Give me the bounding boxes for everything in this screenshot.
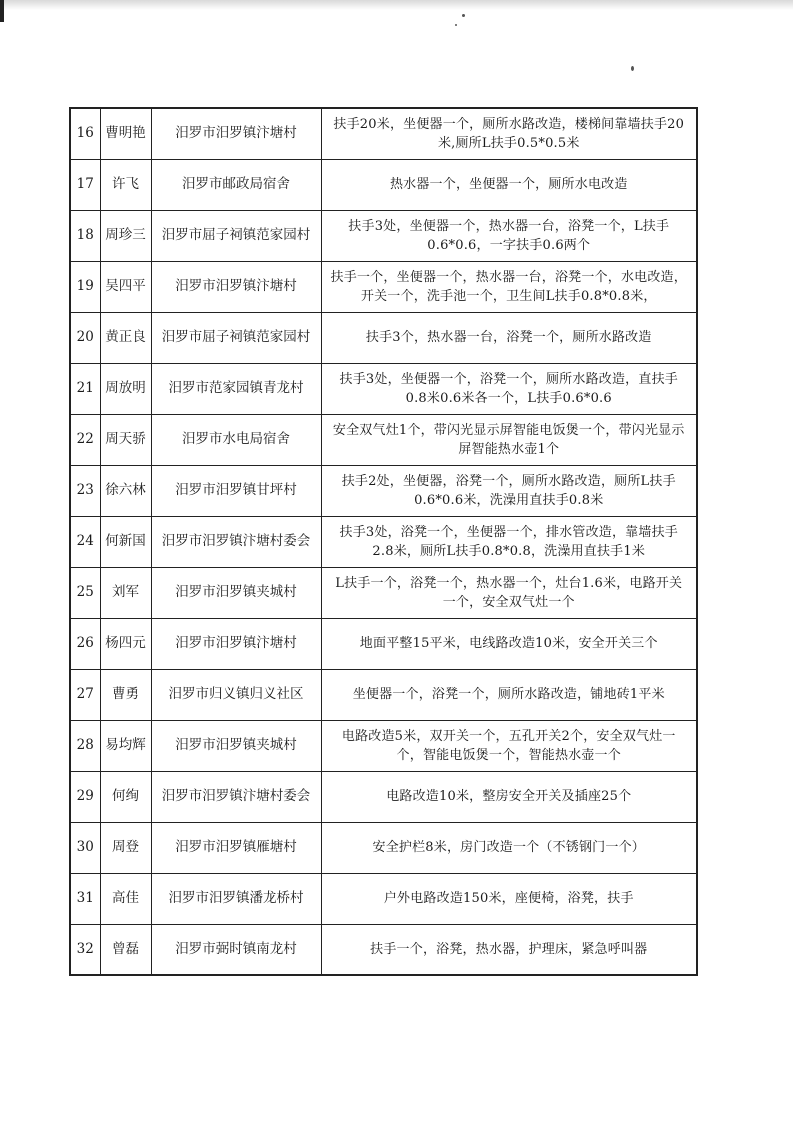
- resident-name: 黄正良: [100, 312, 151, 363]
- table-row: [70, 312, 697, 363]
- resident-name: 许飞: [100, 159, 151, 210]
- resident-name: 曹勇: [100, 669, 151, 720]
- resident-address: 汨罗市汨罗镇汴塘村: [151, 261, 321, 312]
- resident-name: 何新国: [100, 516, 151, 567]
- renovation-items: 扶手3个，热水器一台，浴凳一个，厕所水路改造: [321, 312, 697, 363]
- renovation-items: 扶手3处，坐便器一个，浴凳一个，厕所水路改造，直扶手0.8米0.6米各一个，L扶手0.6*0.6: [321, 363, 697, 414]
- resident-address: 汨罗市邮政局宿舍: [151, 159, 321, 210]
- row-number: 17: [70, 159, 100, 210]
- row-number: 29: [70, 771, 100, 822]
- row-number: 20: [70, 312, 100, 363]
- table-row: [70, 261, 697, 312]
- resident-name: 何绚: [100, 771, 151, 822]
- resident-name: 刘军: [100, 567, 151, 618]
- resident-address: 汨罗市汨罗镇汴塘村委会: [151, 516, 321, 567]
- row-number: 19: [70, 261, 100, 312]
- resident-address: 汨罗市弼时镇南龙村: [151, 924, 321, 975]
- table-row: [70, 567, 697, 618]
- row-number: 31: [70, 873, 100, 924]
- resident-name: 周放明: [100, 363, 151, 414]
- table-row: [70, 159, 697, 210]
- table-row: [70, 924, 697, 975]
- table-row: [70, 822, 697, 873]
- renovation-items: 热水器一个，坐便器一个，厕所水电改造: [321, 159, 697, 210]
- scan-corner-mark: [0, 0, 4, 22]
- row-number: 23: [70, 465, 100, 516]
- table-row: [70, 363, 697, 414]
- row-number: 25: [70, 567, 100, 618]
- table-row: [70, 465, 697, 516]
- row-number: 27: [70, 669, 100, 720]
- scan-speck: [455, 24, 457, 26]
- row-number: 32: [70, 924, 100, 975]
- scan-speck: [462, 14, 465, 17]
- renovation-items: 安全护栏8米，房门改造一个（不锈钢门一个）: [321, 822, 697, 873]
- renovation-items: 扶手20米，坐便器一个，厕所水路改造，楼梯间靠墙扶手20米,厕所L扶手0.5*0.5米: [321, 108, 697, 159]
- row-number: 18: [70, 210, 100, 261]
- row-number: 16: [70, 108, 100, 159]
- resident-address: 汨罗市汨罗镇雁塘村: [151, 822, 321, 873]
- renovation-items: 电路改造10米，整房安全开关及插座25个: [321, 771, 697, 822]
- table-row: [70, 516, 697, 567]
- renovation-items: L扶手一个，浴凳一个，热水器一个，灶台1.6米，电路开关一个，安全双气灶一个: [321, 567, 697, 618]
- table-row: [70, 771, 697, 822]
- resident-address: 汨罗市屈子祠镇范家园村: [151, 312, 321, 363]
- table-row: [70, 618, 697, 669]
- resident-name: 杨四元: [100, 618, 151, 669]
- resident-name: 曾磊: [100, 924, 151, 975]
- table-row: [70, 210, 697, 261]
- resident-address: 汨罗市水电局宿舍: [151, 414, 321, 465]
- resident-address: 汨罗市汨罗镇夹城村: [151, 567, 321, 618]
- row-number: 22: [70, 414, 100, 465]
- scan-speck: [631, 66, 634, 71]
- table-row: [70, 720, 697, 771]
- row-number: 24: [70, 516, 100, 567]
- renovation-items: 坐便器一个，浴凳一个，厕所水路改造，铺地砖1平米: [321, 669, 697, 720]
- resident-name: 吴四平: [100, 261, 151, 312]
- resident-address: 汨罗市汨罗镇潘龙桥村: [151, 873, 321, 924]
- row-number: 26: [70, 618, 100, 669]
- scan-edge-shadow: [0, 0, 793, 10]
- renovation-items: 扶手2处，坐便器，浴凳一个，厕所水路改造，厕所L扶手0.6*0.6米，洗澡用直扶手0.8米: [321, 465, 697, 516]
- resident-name: 易均辉: [100, 720, 151, 771]
- resident-name: 高佳: [100, 873, 151, 924]
- resident-address: 汨罗市汨罗镇汴塘村: [151, 618, 321, 669]
- resident-name: 曹明艳: [100, 108, 151, 159]
- row-number: 21: [70, 363, 100, 414]
- row-number: 28: [70, 720, 100, 771]
- table-row: [70, 669, 697, 720]
- resident-address: 汨罗市屈子祠镇范家园村: [151, 210, 321, 261]
- resident-address: 汨罗市汨罗镇汴塘村委会: [151, 771, 321, 822]
- row-number: 30: [70, 822, 100, 873]
- renovation-items: 安全双气灶1个，带闪光显示屏智能电饭煲一个，带闪光显示屏智能热水壶1个: [321, 414, 697, 465]
- renovation-items: 户外电路改造150米，座便椅，浴凳，扶手: [321, 873, 697, 924]
- renovation-list-table: [69, 107, 698, 976]
- resident-name: 周天骄: [100, 414, 151, 465]
- table-row: [70, 414, 697, 465]
- resident-name: 周登: [100, 822, 151, 873]
- table-row: [70, 873, 697, 924]
- resident-address: 汨罗市汨罗镇甘坪村: [151, 465, 321, 516]
- resident-address: 汨罗市汨罗镇汴塘村: [151, 108, 321, 159]
- renovation-items: 扶手3处，坐便器一个，热水器一台，浴凳一个，L扶手0.6*0.6，一字扶手0.6两个: [321, 210, 697, 261]
- renovation-items: 扶手一个，浴凳，热水器，护理床，紧急呼叫器: [321, 924, 697, 975]
- renovation-items: 扶手一个，坐便器一个，热水器一台，浴凳一个，水电改造，开关一个，洗手池一个，卫生间L扶手0.8*0.8米，: [321, 261, 697, 312]
- resident-name: 徐六林: [100, 465, 151, 516]
- renovation-items: 地面平整15平米，电线路改造10米，安全开关三个: [321, 618, 697, 669]
- resident-address: 汨罗市汨罗镇夹城村: [151, 720, 321, 771]
- resident-address: 汨罗市范家园镇青龙村: [151, 363, 321, 414]
- renovation-items: 扶手3处，浴凳一个，坐便器一个，排水管改造，靠墙扶手2.8米，厕所L扶手0.8*0.8，洗澡用直扶手1米: [321, 516, 697, 567]
- table-row: [70, 108, 697, 159]
- resident-name: 周珍三: [100, 210, 151, 261]
- renovation-items: 电路改造5米，双开关一个，五孔开关2个，安全双气灶一个，智能电饭煲一个，智能热水壶一个: [321, 720, 697, 771]
- resident-address: 汨罗市归义镇归义社区: [151, 669, 321, 720]
